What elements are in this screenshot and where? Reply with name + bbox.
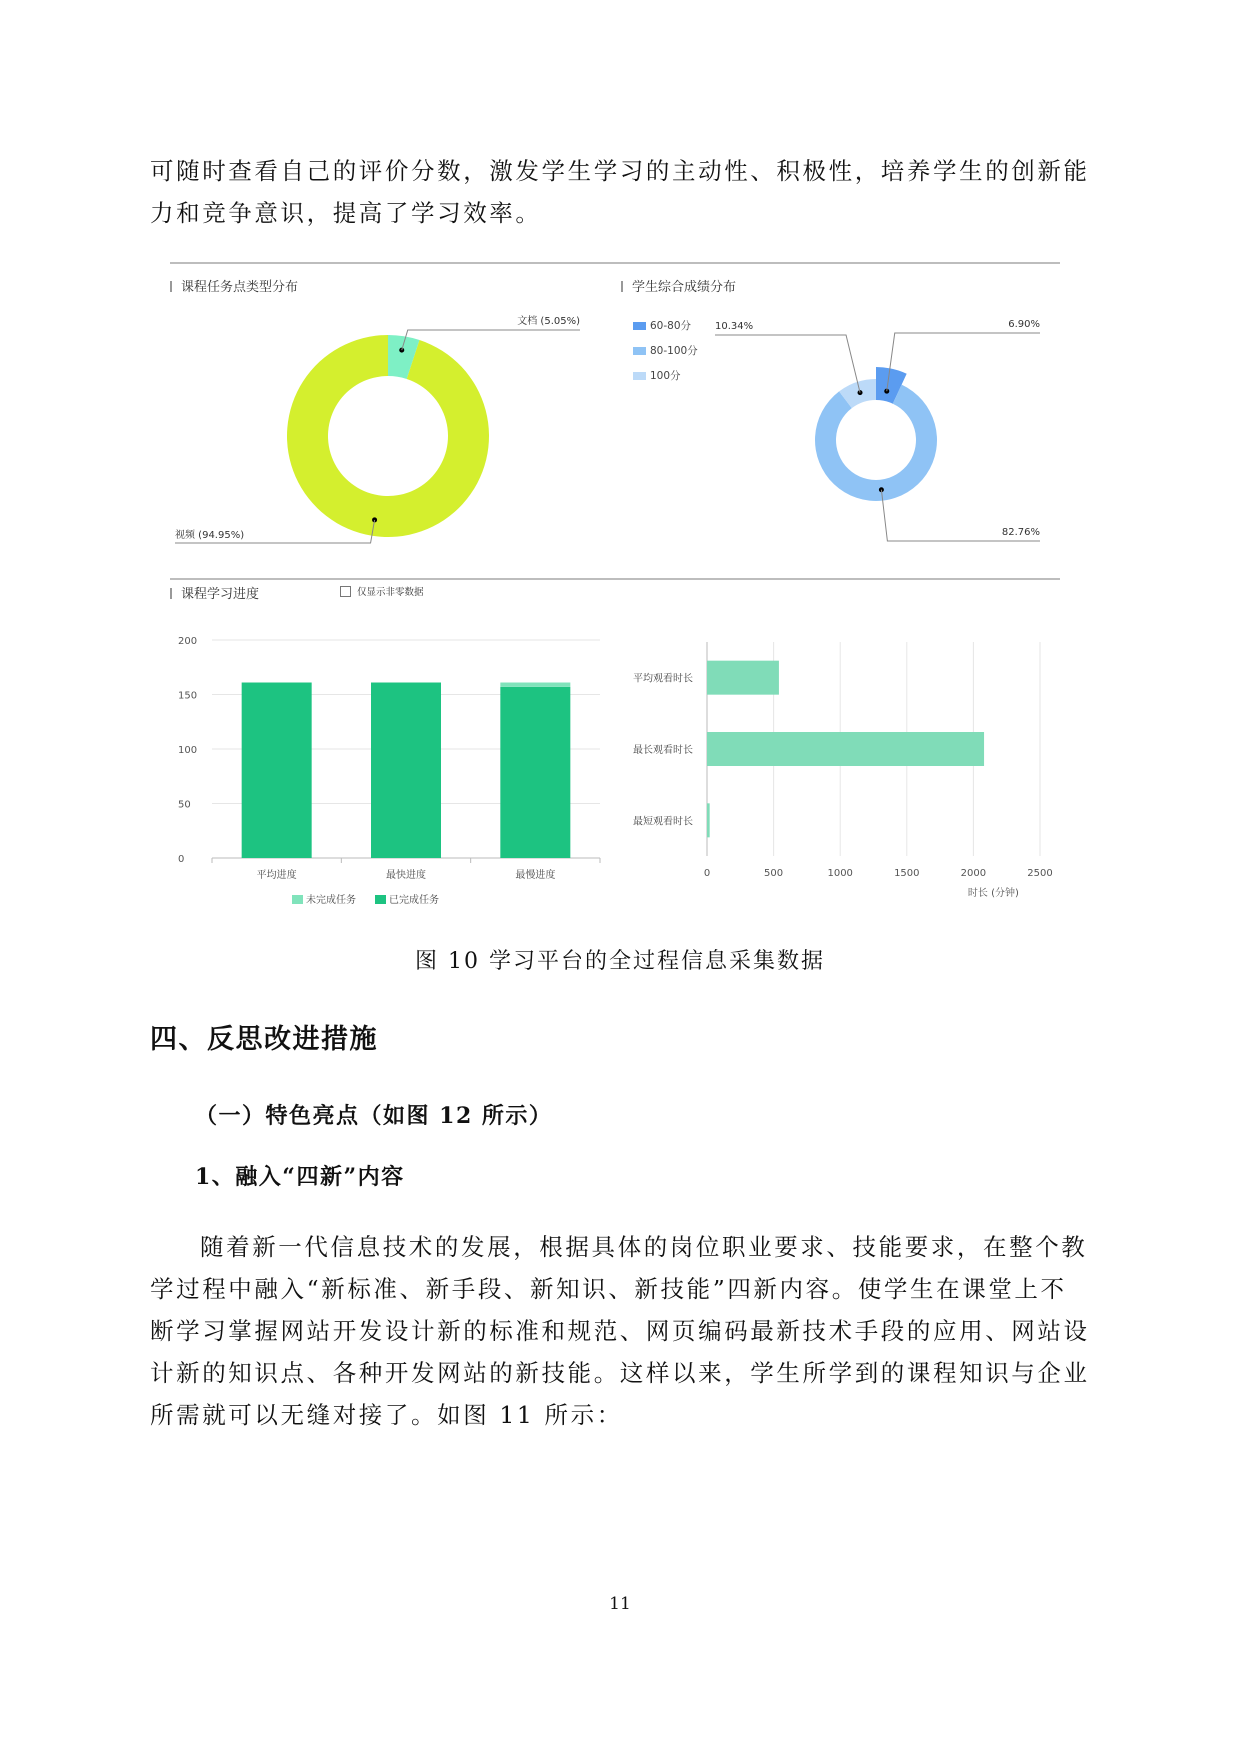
y-tick-1: 最长观看时长 — [633, 745, 693, 756]
watch-time-bar-chart — [620, 630, 1070, 900]
bar-0-1 — [371, 683, 441, 858]
body-paragraph: 随着新一代信息技术的发展，根据具体的岗位职业要求、技能要求，在整个教学过程中融入“新标准、新手段、新知识、新技能”四新内容。使学生在课堂上不断学习掌握网站开发设计新的标准和规范、网页编码最新技术手段的应用、网站设计新的知识点、各种开发网站的新技能。这样以来，学生所学到的课程知识与企业所需就可以无缝对接了。如图 11 所示： — [150, 1233, 1090, 1429]
x-tick-1: 最快进度 — [386, 870, 426, 881]
x-tick-5: 2500 — [1027, 868, 1053, 879]
bar-1-2 — [500, 683, 570, 687]
intro-paragraph: 可随时查看自己的评价分数，激发学生学习的主动性、积极性，培养学生的创新能力和竞争意识，提高了学习效率。 — [150, 157, 1090, 227]
checkbox-label: 仅显示非零数据 — [357, 587, 424, 598]
legend-label-100: 100分 — [650, 370, 681, 382]
y-tick-1: 50 — [178, 799, 191, 811]
page-number: 11 — [609, 1594, 631, 1614]
task-types-title: 课程任务点类型分布 — [170, 276, 298, 295]
legend-swatch-1 — [292, 895, 303, 904]
legend-label-1: 未完成任务 — [306, 895, 356, 906]
hbar-1 — [707, 732, 984, 766]
donut-slice-1 — [815, 385, 937, 501]
slice-label-1: 视频 (94.95%) — [175, 530, 245, 541]
leader-line-0 — [887, 333, 1040, 391]
hbar-2 — [707, 803, 710, 837]
legend-label-80-100: 80-100分 — [650, 345, 698, 357]
data-label-2: 10.34% — [715, 321, 754, 332]
score-dist-donut-chart — [620, 298, 1060, 558]
data-label-0: 6.90% — [1008, 319, 1040, 330]
section-heading: 四、反思改进措施 — [150, 1024, 378, 1055]
y-tick-2: 最短观看时长 — [633, 816, 693, 828]
x-axis-label: 时长 (分钟) — [967, 888, 1019, 899]
bar-0-0 — [242, 683, 312, 858]
leader-line-2 — [715, 335, 860, 393]
figure-caption: 图 10 学习平台的全过程信息采集数据 — [415, 949, 825, 974]
y-tick-0: 平均观看时长 — [633, 673, 693, 685]
x-tick-0: 平均进度 — [256, 870, 297, 881]
x-tick-4: 2000 — [960, 868, 987, 879]
y-tick-4: 200 — [178, 636, 198, 647]
x-tick-1: 500 — [764, 868, 784, 879]
legend-label-0: 已完成任务 — [389, 895, 439, 906]
figure-top-divider — [170, 262, 1060, 264]
data-label-1: 82.76% — [1001, 527, 1040, 538]
x-tick-2: 1000 — [827, 868, 853, 879]
figure-middle-divider — [170, 578, 1060, 580]
x-tick-3: 1500 — [894, 868, 920, 879]
nonzero-filter-checkbox[interactable] — [340, 584, 424, 598]
item-heading: 1、融入“四新”内容 — [195, 1164, 405, 1190]
slice-label-0: 文档 (5.05%) — [517, 316, 580, 327]
score-dist-title: 学生综合成绩分布 — [621, 276, 736, 295]
y-tick-0: 0 — [178, 854, 185, 865]
progress-bar-chart — [170, 630, 610, 920]
bar-0-2 — [500, 687, 570, 858]
sub-heading: （一）特色亮点（如图 12 所示） — [195, 1103, 553, 1129]
y-tick-2: 100 — [178, 745, 198, 756]
progress-title: 课程学习进度 — [170, 583, 259, 602]
checkbox-box[interactable] — [340, 586, 351, 597]
hbar-0 — [707, 661, 779, 695]
legend-swatch-0 — [375, 895, 386, 904]
donut-slice-1 — [287, 335, 489, 537]
y-tick-3: 150 — [178, 690, 198, 702]
x-tick-0: 0 — [703, 868, 711, 879]
legend-label-60-80: 60-80分 — [650, 320, 692, 332]
x-tick-2: 最慢进度 — [515, 870, 556, 881]
